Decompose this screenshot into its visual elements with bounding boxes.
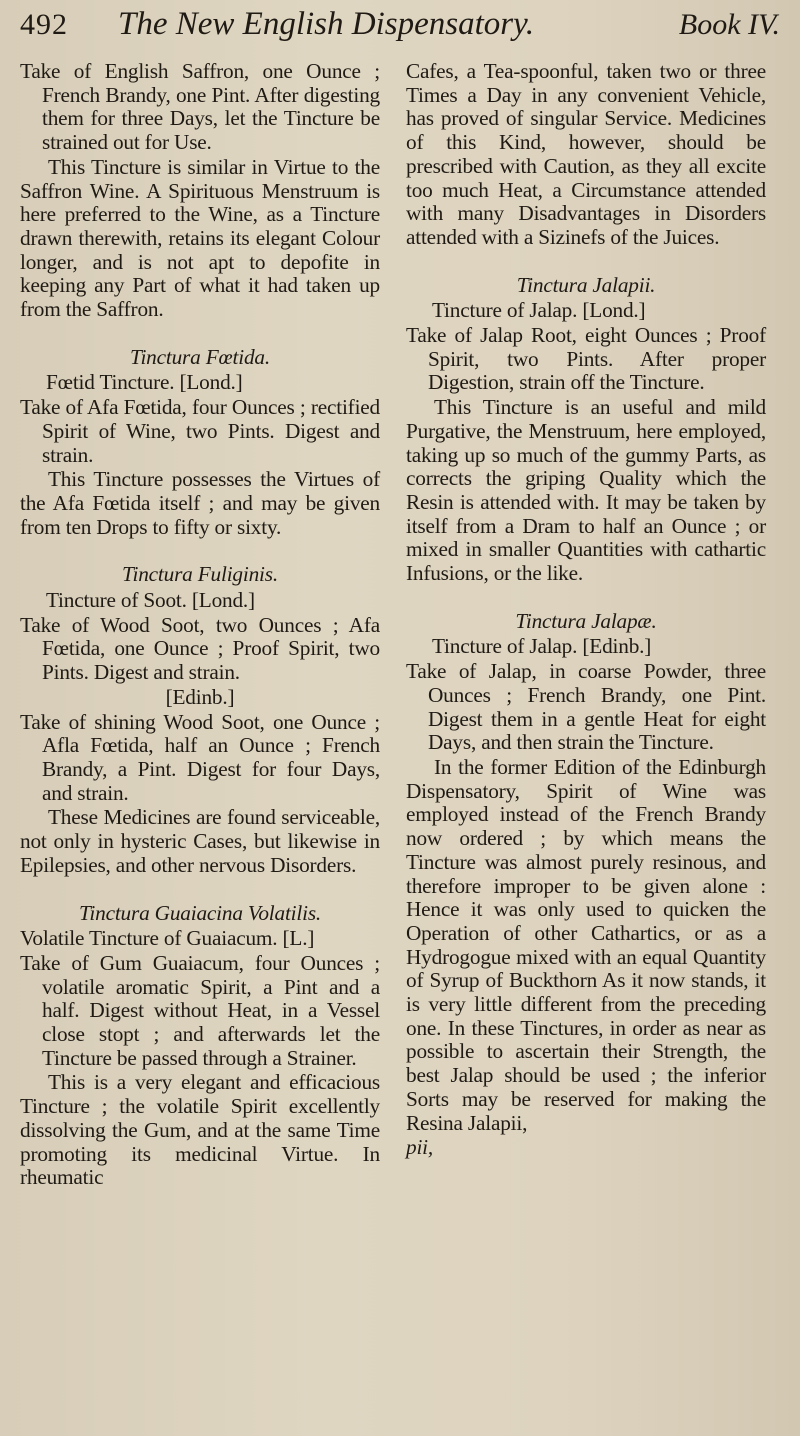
text-columns [20, 60, 780, 1191]
left-column [20, 60, 380, 1191]
recipe-title: Tinctura Fuliginis. [122, 562, 278, 587]
paragraph: This Tincture is similar in Virtue to the Saffron Wine. A Spirituous Menstruum is here preferred to the Wine, as a Tincture drawn therewith, retains its elegant Colour longer, and is not apt to depofite in keeping any Part of what it had taken up from the Saffron. [20, 154, 380, 322]
paragraph: This Tincture possesses the Virtues of the Afa Fœtida itself ; and may be given from ten Drops to fifty or sixty. [20, 467, 380, 539]
paragraph: This is a very elegant and efficacious Tincture ; the volatile Spirit excellently dissolving the Gum, and at the same Time promoting its medicinal Virtue. In rheumatic [20, 1070, 380, 1190]
recipe-title: Tinctura Jalapii. [516, 272, 656, 297]
paragraph: These Medicines are found serviceable, not only in hysteric Cases, but likewise in Epilepsies, and other nervous Disorders. [20, 805, 380, 877]
paragraph: Take of Jalap, in coarse Powder, three Ounces ; French Brandy, one Pint. Digest them in a gentle Heat for eight Days, and then strain the Tincture. [406, 659, 766, 755]
recipe-subtitle: Tincture of Jalap. [Lond.] [432, 298, 646, 323]
paragraph: Take of Jalap Root, eight Ounces ; Proof Spirit, two Pints. After proper Digestion, strain off the Tincture. [406, 323, 766, 395]
paragraph: Take of Gum Guaiacum, four Ounces ; volatile aromatic Spirit, a Pint and a half. Digest without Heat, in a Vessel close stopt ; and afterwards let the Tincture be passed through a Strainer. [20, 950, 380, 1070]
recipe-title: Tinctura Guaiacina Volatilis. [78, 900, 322, 925]
catchword: pii, [406, 1135, 434, 1160]
recipe-title: Tinctura Fœtida. [130, 344, 270, 369]
recipe-title: Tinctura Jalapæ. [515, 608, 657, 633]
recipe-subtitle: Tincture of Soot. [Lond.] [46, 588, 255, 613]
recipe-subtitle: Tincture of Jalap. [Edinb.] [432, 634, 652, 659]
recipe-subtitle: Volatile Tincture of Guaiacum. [L.] [20, 926, 315, 951]
paragraph: Take of English Saffron, one Ounce ; French Brandy, one Pint. After digesting them for three Days, let the Tincture be strained out for Use. [20, 59, 380, 155]
paragraph: In the former Edition of the Edinburgh Dispensatory, Spirit of Wine was employed instead of the French Brandy now ordered ; by which means the Tincture was almost purely resinous, and therefore improper to be given alone : Hence it was only used to quicken the Operation of other Cathartics, or as a Hydrogogue mixed with an equal Quantity of Syrup of Buckthorn As it now stands, it is very little different from the preceding one. In these Tinctures, in order as near as possible to ascertain their Strength, the best Jalap should be used ; the inferior Sorts may be reserved for making the Resina Jalapii, [406, 754, 766, 1135]
book-label: Book IV. [678, 8, 780, 41]
running-title: The New English Dispensatory. [118, 6, 535, 42]
paragraph: Take of Afa Fœtida, four Ounces ; rectified Spirit of Wine, two Pints. Digest and strain. [20, 395, 380, 467]
recipe-subtitle: Fœtid Tincture. [Lond.] [46, 370, 243, 395]
paragraph: Take of shining Wood Soot, one Ounce ; Afla Fœtida, half an Ounce ; French Brandy, a Pint. Digest for four Days, and strain. [20, 709, 380, 805]
paragraph: Take of Wood Soot, two Ounces ; Afa Fœtida, one Ounce ; Proof Spirit, two Pints. Digest and strain. [20, 612, 380, 685]
recipe-source: [Edinb.] [165, 684, 235, 709]
right-column [406, 60, 766, 1191]
page-header [20, 6, 780, 60]
paragraph: This Tincture is an useful and mild Purgative, the Menstruum, here employed, taking up so much of the gummy Parts, as corrects the griping Quality which the Resin is attended with. It may be taken by itself from a Dram to half an Ounce ; or mixed in smaller Quantities with cathartic Infusions, or the like. [406, 395, 766, 586]
paragraph: Cafes, a Tea-spoonful, taken two or three Times a Day in any convenient Vehicle, has proved of singular Service. Medicines of this Kind, however, should be prescribed with Caution, as they all excite too much Heat, a Circumstance attended with many Disadvantages in Disorders attended with a Sizinefs of the Juices. [406, 59, 766, 249]
page-number: 492 [20, 8, 68, 41]
